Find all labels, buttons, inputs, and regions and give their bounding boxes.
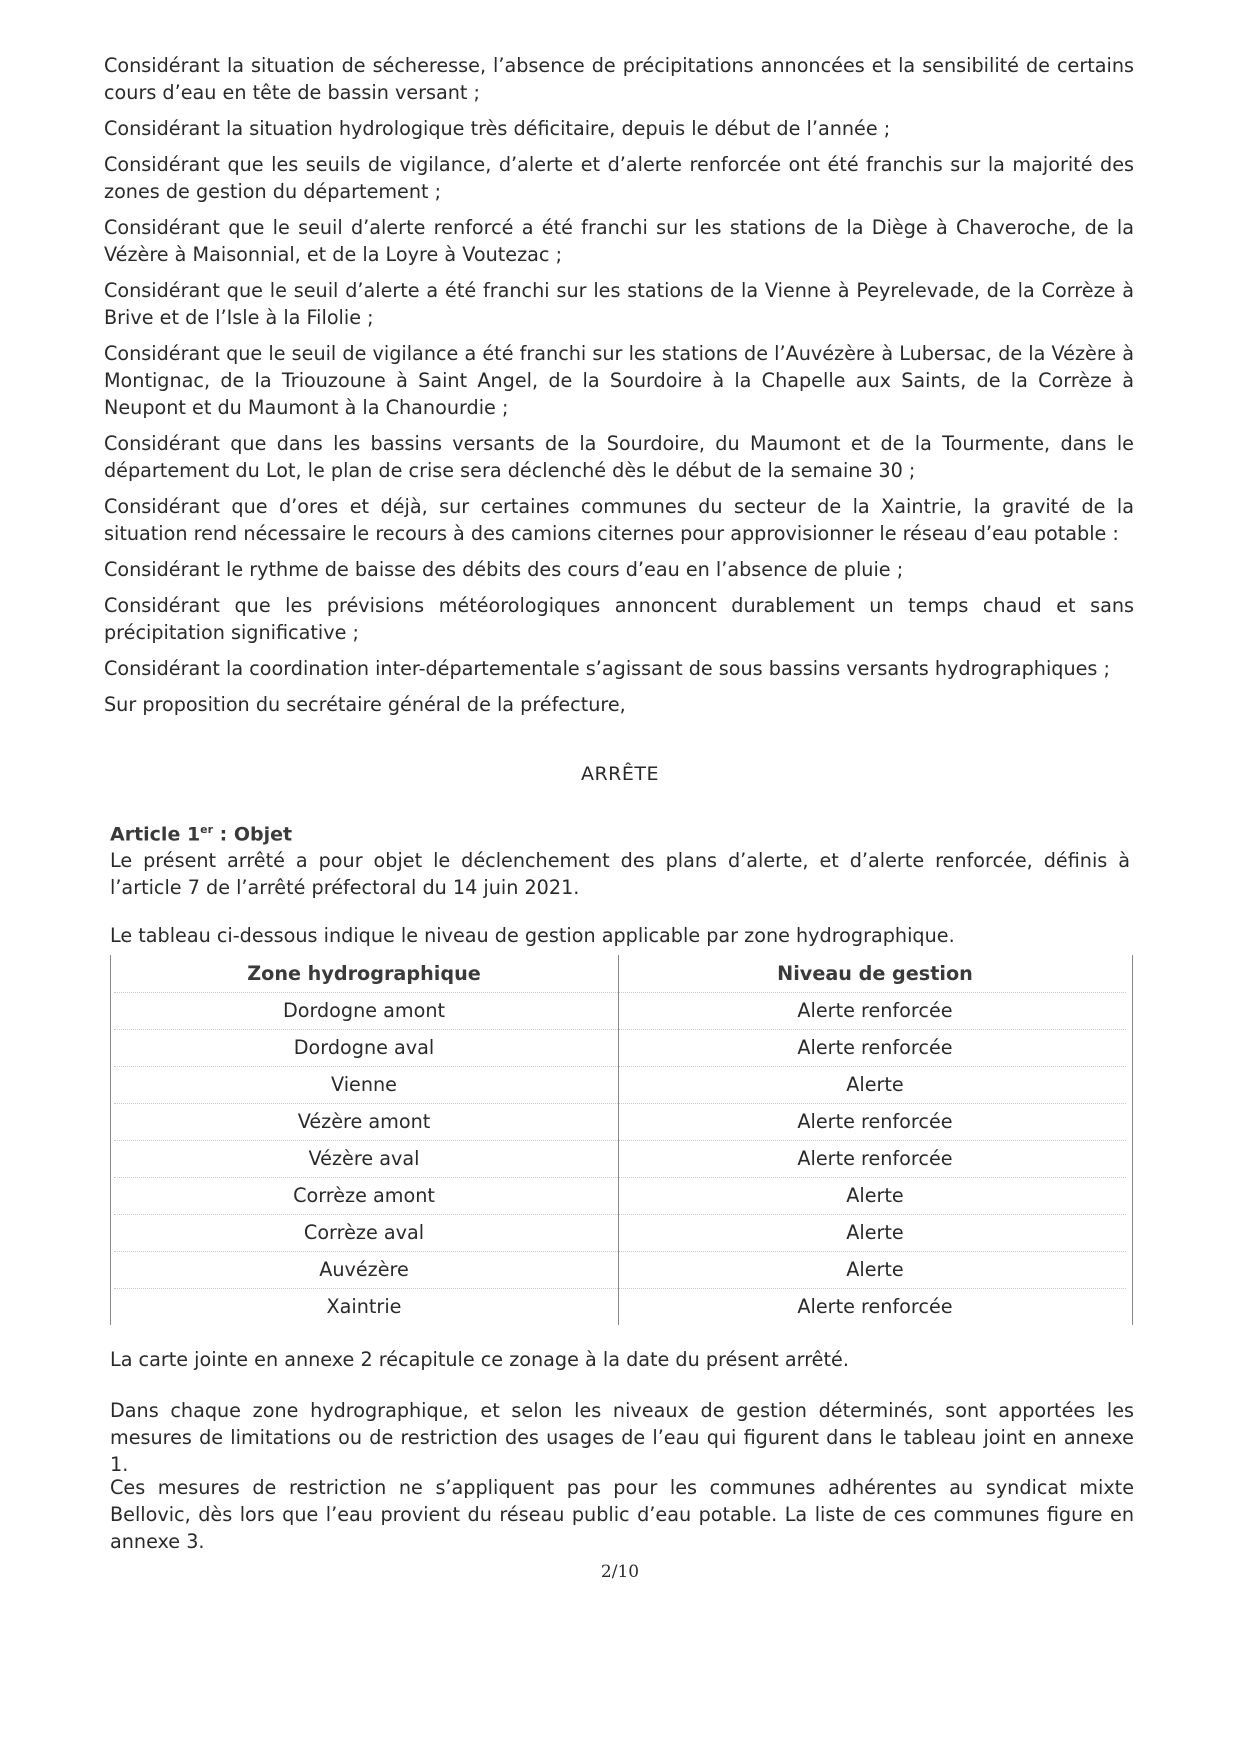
zone-cell: Auvézère [319, 1258, 409, 1281]
article-1-title-rest: : Objet [213, 823, 293, 846]
zone-cell: Dordogne amont [282, 999, 446, 1022]
zone-cell: Xaintrie [326, 1295, 402, 1318]
zone-cell: Corrèze aval [303, 1221, 425, 1244]
zone-cell: Corrèze amont [293, 1184, 435, 1207]
level-cell: Alerte [846, 1258, 904, 1281]
table-row [110, 1214, 1134, 1251]
considerant-paragraph: Considérant que le seuil de vigilance a été franchi sur les stations de l’Auvézère à Lubersac, de la Vézère à Montignac, de la Triouzoune à Saint Angel, de la Sourdoire à la Chapelle aux Saints, de la Corrèze à Neupont et du Maumont à la Chanourdie ; [104, 342, 1134, 419]
header-level: Niveau de gestion [777, 962, 973, 985]
considerant-paragraph: Considérant la situation hydrologique très déficitaire, depuis le début de l’année ; [104, 117, 891, 140]
considerant-paragraph: Considérant que le seuil d’alerte renforcé a été franchi sur les stations de la Diège à Chaveroche, de la Vézère à Maisonnial, et de la Loyre à Voutezac ; [104, 216, 1134, 266]
zone-cell: Dordogne aval [293, 1036, 435, 1059]
considerant-paragraph: Considérant que les seuils de vigilance, d’alerte et d’alerte renforcée ont été franchis sur la majorité des zones de gestion du département ; [104, 153, 1134, 203]
article-1-body: Le présent arrêté a pour objet le déclenchement des plans d’alerte, et d’alerte renforcée, définis à l’article 7 de l’arrêté préfectoral du 14 juin 2021. [110, 849, 1130, 900]
considerant-paragraph: Considérant que dans les bassins versants de la Sourdoire, du Maumont et de la Tourmente, dans le département du Lot, le plan de crise sera déclenché dès le début de la semaine 30 ; [104, 432, 1134, 482]
table-row [110, 1288, 1134, 1325]
considerant-paragraph: Considérant que le seuil d’alerte a été franchi sur les stations de la Vienne à Peyrelevade, de la Corrèze à Brive et de l’Isle à la Filolie ; [104, 279, 1134, 329]
article-1-title [110, 817, 1130, 847]
annex-1-paragraph: Dans chaque zone hydrographique, et selon les niveaux de gestion déterminés, sont apportées les mesures de limitations ou de restriction des usages de l’eau qui figurent dans le tableau joint en annexe 1. [110, 1399, 1134, 1476]
table-row [110, 1029, 1134, 1066]
table-row [110, 992, 1134, 1029]
management-level-table [110, 955, 1134, 1325]
level-cell: Alerte renforcée [797, 1295, 953, 1318]
header-zone: Zone hydrographique [247, 962, 481, 985]
annex-1-paragraph-block [110, 1397, 1134, 1478]
level-cell: Alerte [846, 1184, 904, 1207]
considerant-paragraph: Considérant le rythme de baisse des débits des cours d’eau en l’absence de pluie ; [104, 558, 904, 581]
zone-cell: Vézère amont [297, 1110, 431, 1133]
arrete-heading: ARRÊTE [580, 763, 660, 785]
table-row [110, 1140, 1134, 1177]
considerant-paragraph: Considérant la coordination inter-départementale s’agissant de sous bassins versants hydrographiques ; [104, 657, 1110, 680]
table-row [110, 1251, 1134, 1288]
considerant-paragraph: Considérant la situation de sécheresse, l’absence de précipitations annoncées et la sensibilité de certains cours d’eau en tête de bassin versant ; [104, 54, 1134, 104]
annex-2-paragraph-block [110, 1346, 1134, 1373]
considerants-section [104, 52, 1134, 727]
proposition-paragraph: Sur proposition du secrétaire général de la préfecture, [104, 693, 626, 716]
level-cell: Alerte [846, 1073, 904, 1096]
article-1-title-sup: er [200, 823, 214, 836]
level-cell: Alerte renforcée [797, 999, 953, 1022]
level-cell: Alerte [846, 1221, 904, 1244]
table-row [110, 1177, 1134, 1214]
zone-cell: Vézère aval [308, 1147, 420, 1170]
table-intro: Le tableau ci-dessous indique le niveau de gestion applicable par zone hydrographique. [110, 924, 955, 947]
level-cell: Alerte renforcée [797, 1147, 953, 1170]
table-row [110, 1066, 1134, 1103]
annex-3-paragraph-block [110, 1474, 1134, 1555]
level-cell: Alerte renforcée [797, 1036, 953, 1059]
table-row [110, 1103, 1134, 1140]
considerant-paragraph: Considérant que les prévisions météorologiques annoncent durablement un temps chaud et sans précipitation significative ; [104, 594, 1134, 644]
table-header-row [110, 955, 1134, 992]
article-1 [110, 817, 1130, 901]
page-number: 2/10 [600, 1562, 640, 1582]
level-cell: Alerte renforcée [797, 1110, 953, 1133]
considerant-paragraph: Considérant que d’ores et déjà, sur certaines communes du secteur de la Xaintrie, la gravité de la situation rend nécessaire le recours à des camions citernes pour approvisionner le réseau d’eau potable : [104, 495, 1134, 545]
zone-cell: Vienne [331, 1073, 397, 1096]
annex-3-paragraph: Ces mesures de restriction ne s’appliquent pas pour les communes adhérentes au syndicat mixte Bellovic, dès lors que l’eau provient du réseau public d’eau potable. La liste de ces communes figure en annexe 3. [110, 1476, 1134, 1553]
article-1-title-main: Article 1 [110, 823, 201, 846]
annex-2-paragraph: La carte jointe en annexe 2 récapitule ce zonage à la date du présent arrêté. [110, 1348, 849, 1371]
